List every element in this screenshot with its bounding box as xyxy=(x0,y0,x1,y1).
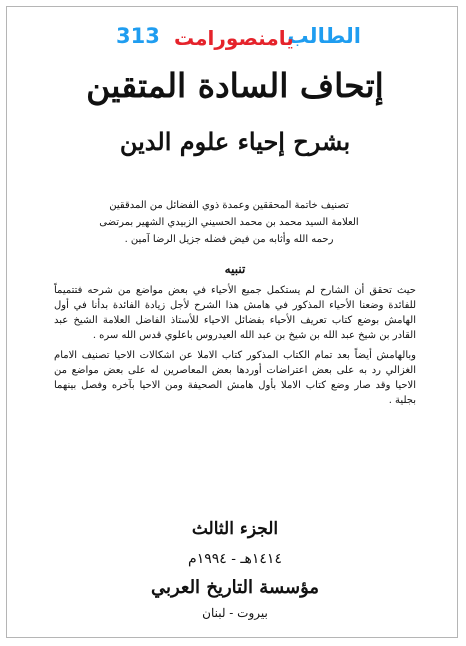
notice-paragraph-1: حيث تحقق أن الشارح لم يستكمل جميع الأحياء في بعض مواضع من شرحه فتتميماً للفائدة وضعنا الأحياء المذكور في هامش هذا الشرح لأجل زيادة الفائدة بدأنا في أول الهامش بوضع كتاب تعريف الأحياء بفضائل الاحياء للأستاذ الفاضل العلامة الشيخ عبد القادر بن شيخ عبد الله بن شيخ بن عبد الله العيدروس باعلوي قدس الله سره . xyxy=(54,285,416,341)
publisher-name: مؤسسة التاريخ العربي xyxy=(150,577,320,598)
notice-paragraph-2: وبالهامش أيضاً بعد تمام الكتاب المذكور كتاب الاملا عن اشكالات الاحيا تصنيف الامام الغزالي رد به على بعض اعتراضات أوردها بعض المعاصرين له على بعض مواضع من الاحيا وقد صار وضع كتاب الاملا بأول هامش الصحيفة ومن الاحيا بآخره وفصل بينهما بجلية . xyxy=(54,350,416,406)
student-stamp xyxy=(116,20,361,54)
book-title: إتحاف السادة المتقين xyxy=(86,66,384,105)
author-line-3: رحمه الله وأثابه من فيض فضله جزيل الرضا آمين . xyxy=(124,234,334,245)
stamp-number: 313 xyxy=(116,24,160,48)
stamp-talib: الطالب xyxy=(287,24,361,48)
publication-date: ١٤١٤هـ - ١٩٩٤م xyxy=(188,551,282,567)
volume-label: الجزء الثالث xyxy=(191,519,279,539)
author-line-2: العلامة السيد محمد بن محمد الحسيني الزبيدي الشهير بمرتضى xyxy=(99,217,359,228)
notice-body xyxy=(54,283,416,413)
author-block xyxy=(70,197,388,248)
book-subtitle: بشرح إحياء علوم الدين xyxy=(119,127,351,156)
notice-heading: تنبيه xyxy=(224,262,246,276)
publisher-city: بيروت - لبنان xyxy=(202,606,268,620)
author-line-1: تصنيف خاتمة المحققين وعمدة ذوي الفضائل من المدققين xyxy=(109,200,349,211)
stamp-name: يامنصورامت xyxy=(174,26,294,50)
